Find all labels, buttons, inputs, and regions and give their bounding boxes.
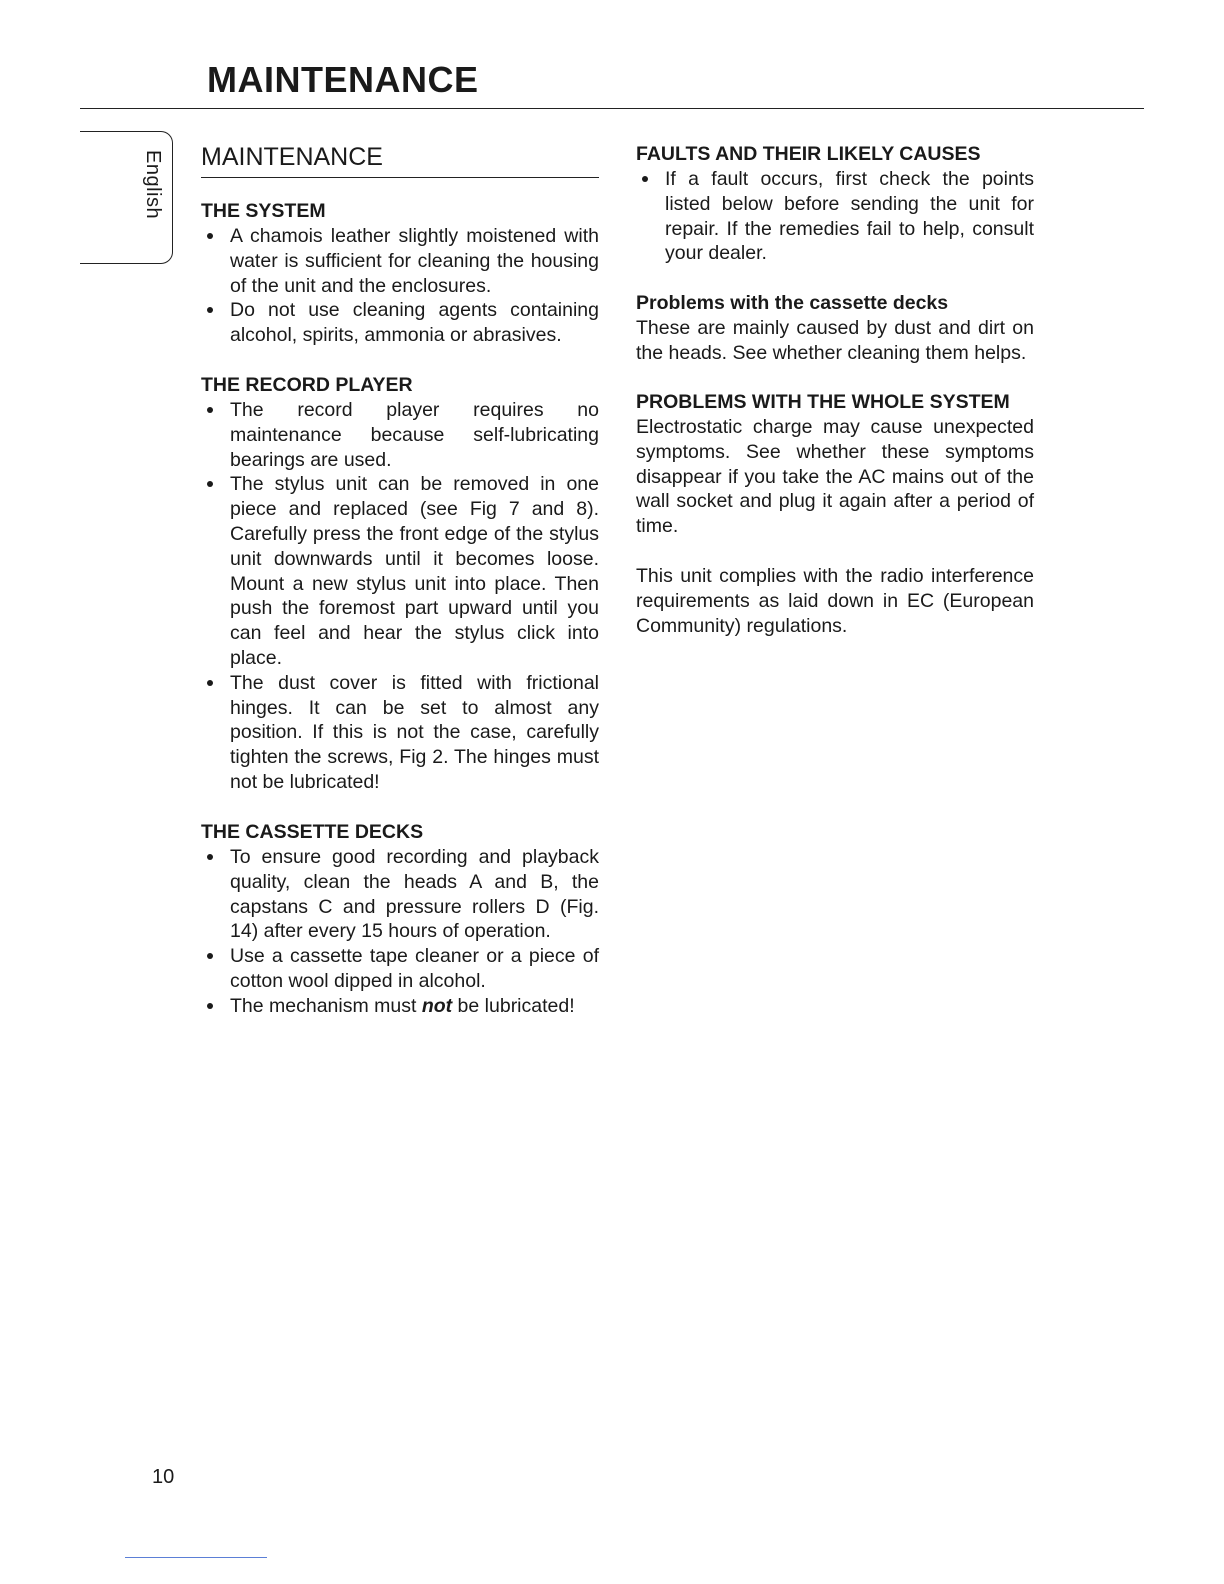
list-item: A chamois leather slightly moistened with water is sufficient for cleaning the housing of the unit and the enclosures. [201, 224, 599, 298]
footer-line [125, 1557, 267, 1558]
system-list [201, 224, 599, 348]
compliance-text: This unit complies with the radio interference requirements as laid down in EC (European Community) regulations. [636, 565, 1034, 637]
faults-list [636, 167, 1034, 266]
title-rule [80, 108, 1144, 109]
list-item: Do not use cleaning agents containing alcohol, spirits, ammonia or abrasives. [201, 298, 599, 348]
list-item [201, 994, 599, 1019]
record-player-heading: THE RECORD PLAYER [201, 374, 413, 396]
list-item: Use a cassette tape cleaner or a piece of cotton wool dipped in alcohol. [201, 944, 599, 994]
language-tab-label: English [142, 150, 164, 220]
system-problems-text: Electrostatic charge may cause unexpected symptoms. See whether these symptoms disappear if you take the AC mains out of the wall socket and plug it again after a period of time. [636, 416, 1034, 538]
cassette-decks-list [201, 845, 599, 1019]
list-item: The record player requires no maintenance because self-lubricating bearings are used. [201, 398, 599, 472]
warning-text-end: be lubricated! [452, 994, 575, 1017]
section-rule [201, 177, 599, 178]
list-item: The stylus unit can be removed in one piece and replaced (see Fig 7 and 8). Carefully press the front edge of the stylus unit downwards until it becomes loose. Mount a new stylus unit into place. Then push the foremost part upward until you can feel and hear the stylus click into place. [201, 472, 599, 670]
faults-heading: FAULTS AND THEIR LIKELY CAUSES [636, 143, 981, 165]
cassette-problems-heading: Problems with the cassette decks [636, 292, 949, 314]
warning-text-start: The mechanism must [230, 994, 422, 1017]
cassette-problems-text: These are mainly caused by dust and dirt on the heads. See whether cleaning them helps. [636, 317, 1034, 364]
list-item: The dust cover is fitted with frictional hinges. It can be set to almost any position. If this is not the case, carefully tighten the screws, Fig 2. The hinges must not be lubricated! [201, 671, 599, 795]
page-title: MAINTENANCE [207, 59, 479, 100]
list-item: If a fault occurs, first check the points listed below before sending the unit for repair. If the remedies fail to help, consult your dealer. [636, 167, 1034, 266]
section-title: MAINTENANCE [201, 143, 383, 171]
list-item: To ensure good recording and playback quality, clean the heads A and B, the capstans C and pressure rollers D (Fig. 14) after every 15 hours of operation. [201, 845, 599, 944]
language-tab [80, 131, 173, 264]
system-heading: THE SYSTEM [201, 200, 326, 222]
system-problems-heading: PROBLEMS WITH THE WHOLE SYSTEM [636, 391, 1010, 413]
record-player-list [201, 398, 599, 795]
page-number: 10 [152, 1466, 175, 1488]
warning-emphasis: not [421, 994, 453, 1017]
cassette-decks-heading: THE CASSETTE DECKS [201, 821, 424, 843]
